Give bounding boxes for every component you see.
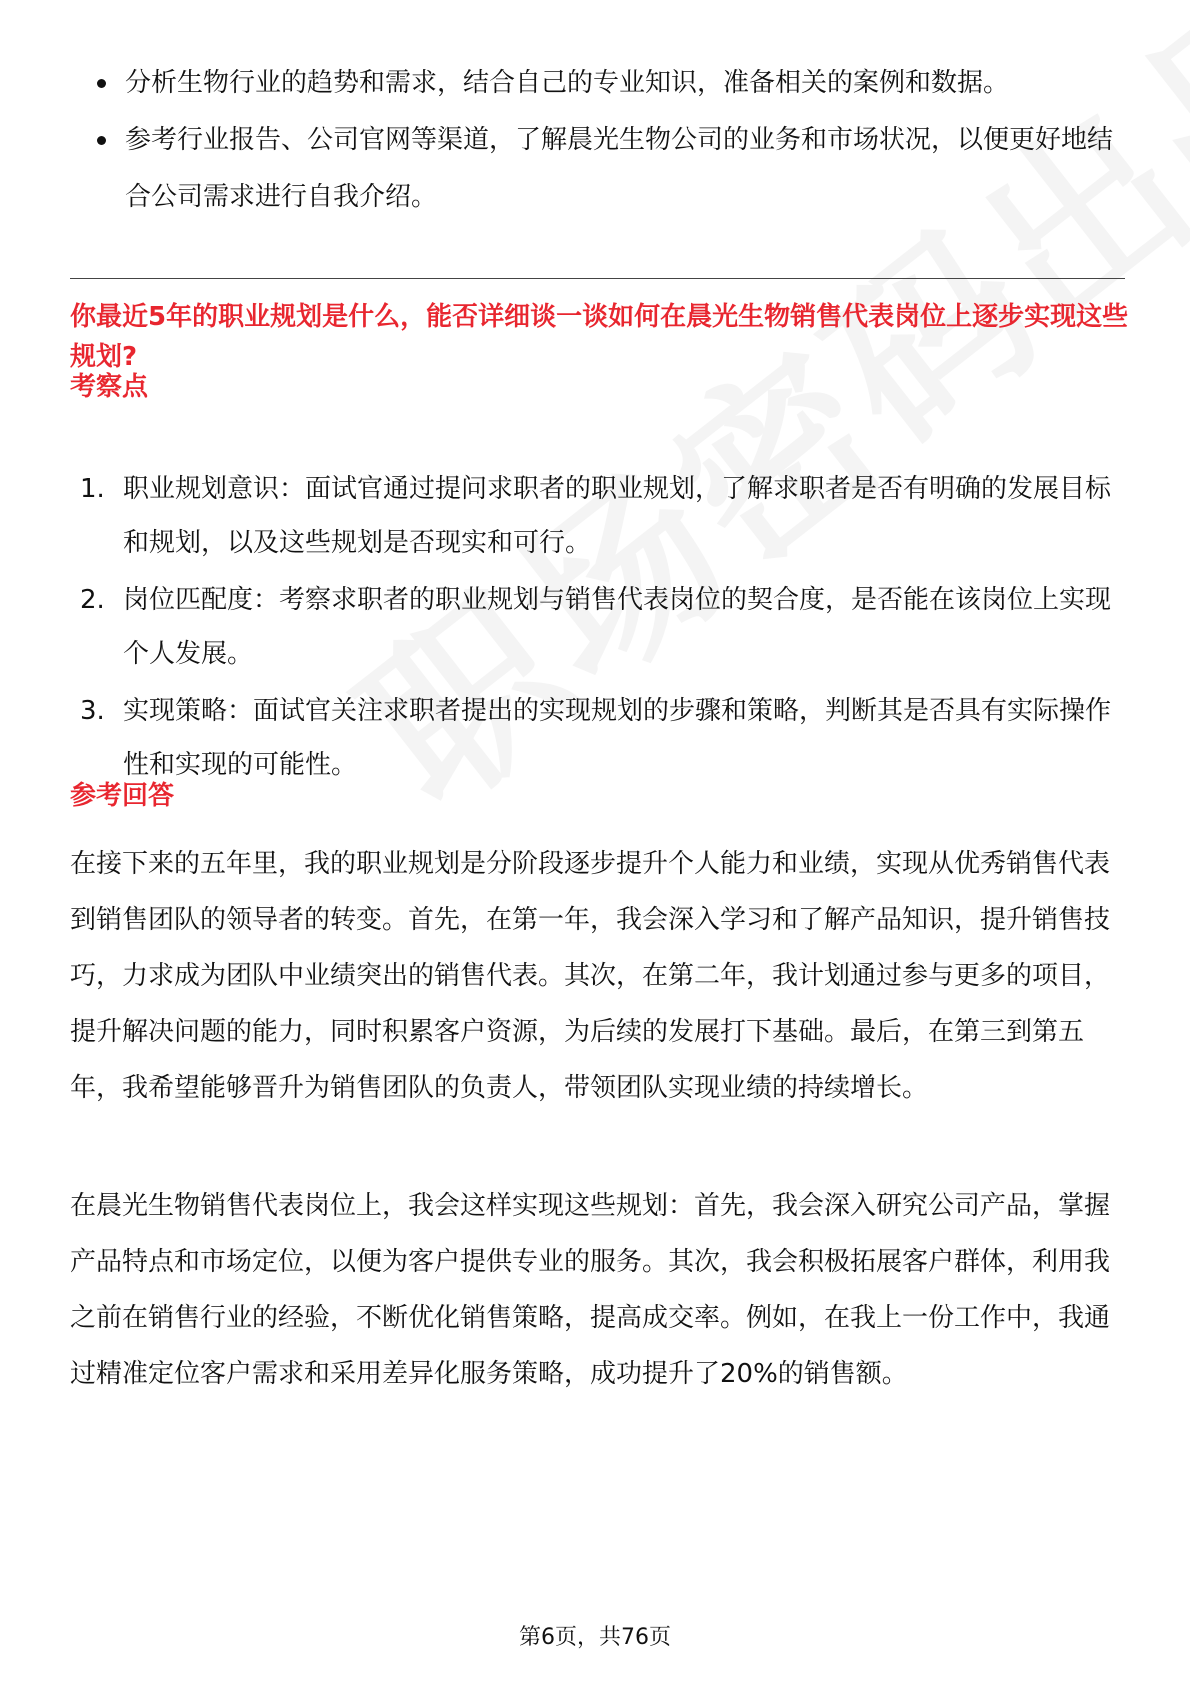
list-item [80, 684, 1130, 792]
intro-bullet-list [95, 55, 1125, 226]
list-item [80, 573, 1130, 681]
assessment-list [80, 462, 1130, 795]
list-item [95, 55, 1125, 112]
bullet-dot-icon [97, 79, 106, 88]
bullet-text: 参考行业报告、公司官网等渠道，了解晨光生物公司的业务和市场状况，以便更好地结合公司需求进行自我介绍。 [125, 125, 1114, 212]
answer-paragraph: 在晨光生物销售代表岗位上，我会这样实现这些规划：首先，我会深入研究公司产品，掌握产品特点和市场定位，以便为客户提供专业的服务。其次，我会积极拓展客户群体，利用我之前在销售行业的经验，不断优化销售策略，提高成交率。例如，在我上一份工作中，我通过精准定位客户需求和采用差异化服务策略，成功提升了20%的销售额。 [70, 1191, 1111, 1389]
section-divider [70, 278, 1125, 279]
item-number: 3. [80, 696, 105, 726]
item-text: 岗位匹配度：考察求职者的职业规划与销售代表岗位的契合度，是否能在该岗位上实现个人发展。 [123, 585, 1112, 669]
item-text: 职业规划意识：面试官通过提问求职者的职业规划，了解求职者是否有明确的发展目标和规划，以及这些规划是否现实和可行。 [123, 474, 1112, 558]
answer-paragraph: 在接下来的五年里，我的职业规划是分阶段逐步提升个人能力和业绩，实现从优秀销售代表到销售团队的领导者的转变。首先，在第一年，我会深入学习和了解产品知识，提升销售技巧，力求成为团队中业绩突出的销售代表。其次，在第二年，我计划通过参与更多的项目，提升解决问题的能力，同时积累客户资源，为后续的发展打下基础。最后，在第三到第五年，我希望能够晋升为销售团队的负责人，带领团队实现业绩的持续增长。 [70, 849, 1111, 1103]
item-text: 实现策略：面试官关注求职者提出的实现规划的步骤和策略，判断其是否具有实际操作性和实现的可能性。 [123, 696, 1112, 780]
item-number: 2. [80, 585, 105, 615]
page-footer: 第6页，共76页 [519, 1625, 671, 1650]
assessment-heading: 考察点 [70, 372, 149, 402]
bullet-text: 分析生物行业的趋势和需求，结合自己的专业知识，准备相关的案例和数据。 [125, 68, 1010, 98]
list-item [95, 112, 1125, 226]
item-number: 1. [80, 474, 105, 504]
answer-heading: 参考回答 [70, 781, 175, 811]
bullet-dot-icon [97, 136, 106, 145]
list-item [80, 462, 1130, 570]
question-heading: 你最近5年的职业规划是什么，能否详细谈一谈如何在晨光生物销售代表岗位上逐步实现这些规划? [70, 302, 1129, 372]
